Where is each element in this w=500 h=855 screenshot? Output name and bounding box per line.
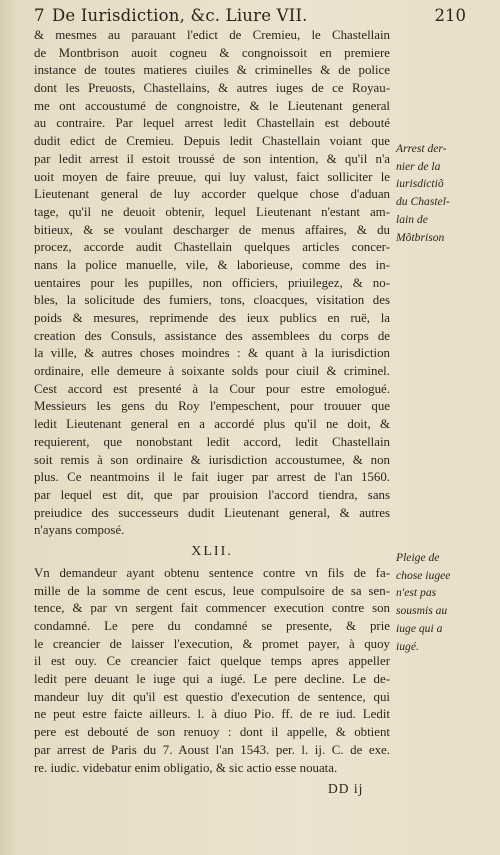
margin-note-line: du Chastel- (396, 195, 450, 209)
running-title: De Iurisdiction, &c. Liure VII. (52, 6, 308, 25)
text-line: par arrest de Paris du 7. Aoust l'an 1543. per. l. ij. C. de exe. (34, 742, 390, 757)
text-line: bitieux, & se voulant descharger de menus affaires, & du (34, 222, 390, 237)
text-line: le creancier de laisser l'execution, & promet payer, à quoy (34, 636, 390, 651)
text-line: procez, accorde audit Chastellain quelques articles concer- (34, 240, 390, 255)
margin-note-line: n'est pas (396, 586, 437, 600)
text-line: condamné. Le pere du condamné se presente, & prie (34, 619, 390, 633)
margin-note-line: chose iugee (396, 568, 451, 582)
text-line: re. iudic. videbatur enim obligatio, & sic actio esse nouata. (34, 760, 338, 775)
text-line: preiudice des successeurs dudit Lieutenant general, & autres (34, 505, 390, 520)
section-paragraph-1 (34, 27, 390, 540)
text-line: par lequel est dit, que par prouision l'accord tiendra, sans (34, 487, 390, 502)
text-line: bles, la solicitude des fumiers, tons, cloacques, visitation des (34, 293, 390, 308)
text-line: ledit pere deuant le iuge qui a iugé. Le pere decline. Le de- (34, 672, 390, 687)
text-line: ledit Lieutenant general en a accordé plus qu'il ne doit, & (34, 417, 390, 432)
text-line: de Montbrison auoit cogneu & congnoissoit en premiere (34, 45, 390, 60)
text-line: uentaires pour les pupilles, non officiers, priuilegez, & no- (34, 275, 390, 290)
margin-note-line: Pleige de (396, 551, 440, 564)
margin-note-line: Arrest der- (396, 142, 447, 155)
text-line: uoit moyen de faire preuue, qui luy valust, faict solliciter le (34, 169, 390, 184)
text-line: Lieutenant general de luy accorder quelque chose d'aduan (34, 187, 390, 202)
margin-note-line: lain de (396, 212, 428, 226)
margin-note-line: iuge qui a (396, 621, 443, 635)
page-number-left: 7 (34, 6, 45, 25)
margin-note (396, 140, 488, 246)
margin-note-line: Mõtbrison (396, 230, 445, 244)
text-line: la ville, & autres choses moindres : & quant à la iurisdiction (34, 346, 390, 361)
running-header (34, 5, 466, 27)
text-line: n'ayans composé. (34, 523, 125, 538)
text-line: Cest accord est presenté à la Cour pour estre emologué. (34, 381, 390, 396)
text-line: & mesmes au parauant l'edict de Cremieu, le Chastellain (34, 28, 390, 42)
text-line: mille de la somme de cent escus, leue compulsoire de sa sen- (34, 583, 390, 598)
text-line: creation des Consuls, assistance des assemblees du corps de (34, 328, 390, 343)
text-line: il est ouy. Ce creancier faict quelque temps apres appeller (34, 654, 390, 669)
text-line: tence, & par vn sergent fait commencer execution contre son (34, 601, 390, 616)
text-line: tage, qu'il ne deuoit obtenir, lequel Lieutenant n'estant am- (34, 204, 390, 219)
margin-note-line: nier de la (396, 159, 441, 173)
main-text (34, 27, 390, 777)
text-line: nans la police manuelle, vile, & laborieuse, comme des in- (34, 257, 390, 272)
text-line: par ledit arrest il estoit troussé de son intention, & qu'il n'a (34, 151, 390, 166)
margin-note (396, 549, 488, 655)
text-line: poids & mesures, reprimende des ieux publics en ruë, la (34, 311, 390, 325)
text-line: requierent, que nonobstant ledit accord, ledit Chastellain (34, 434, 390, 449)
text-line: ordinaire, elle demeure à soixante solds pour ciuil & criminel. (34, 364, 390, 379)
text-line: soit remis à son ordinaire & iurisdiction accoustumee, & non (34, 452, 390, 467)
text-line: instance de toutes matieres ciuiles & criminelles & de police (34, 63, 390, 78)
text-line: dont les Preuosts, Chastellains, & autres iuges de ce Royau- (34, 81, 390, 96)
margin-note-line: iurisdictiõ (396, 177, 444, 191)
page-number: 210 (434, 6, 466, 25)
text-line: Messieurs les gens du Roy l'empeschent, pour trouuer que (34, 399, 390, 414)
text-line: mandeur luy dit qu'il est questio d'execution de sentence, qui (34, 689, 390, 704)
text-line: Vn demandeur ayant obtenu sentence contre vn fils de fa- (34, 565, 390, 580)
text-line: me ont accoustumé de congnoistre, & le Lieutenant general (34, 98, 390, 113)
text-line: pere est debouté de son renuoy : dont il appelle, & obtient (34, 725, 390, 740)
margin-note-line: sousmis au (396, 604, 448, 618)
text-line: ne peut estre faicte ailleurs. l. à diuo Pio. ff. de re iud. Ledit (34, 707, 390, 722)
signature-mark: DD ij (328, 781, 364, 796)
text-line: au contraire. Par lequel arrest ledit Chastellain est debouté (34, 116, 390, 131)
text-line: dudit edict de Cremieu. Depuis ledit Chastellain voiant que (34, 134, 390, 149)
margin-note-line: iugé. (396, 639, 419, 653)
section-heading: XLII. (191, 543, 233, 559)
section-paragraph-2 (34, 565, 390, 777)
text-line: plus. Ce neantmoins il le fait iuger par arrest de l'an 1560. (34, 470, 390, 485)
